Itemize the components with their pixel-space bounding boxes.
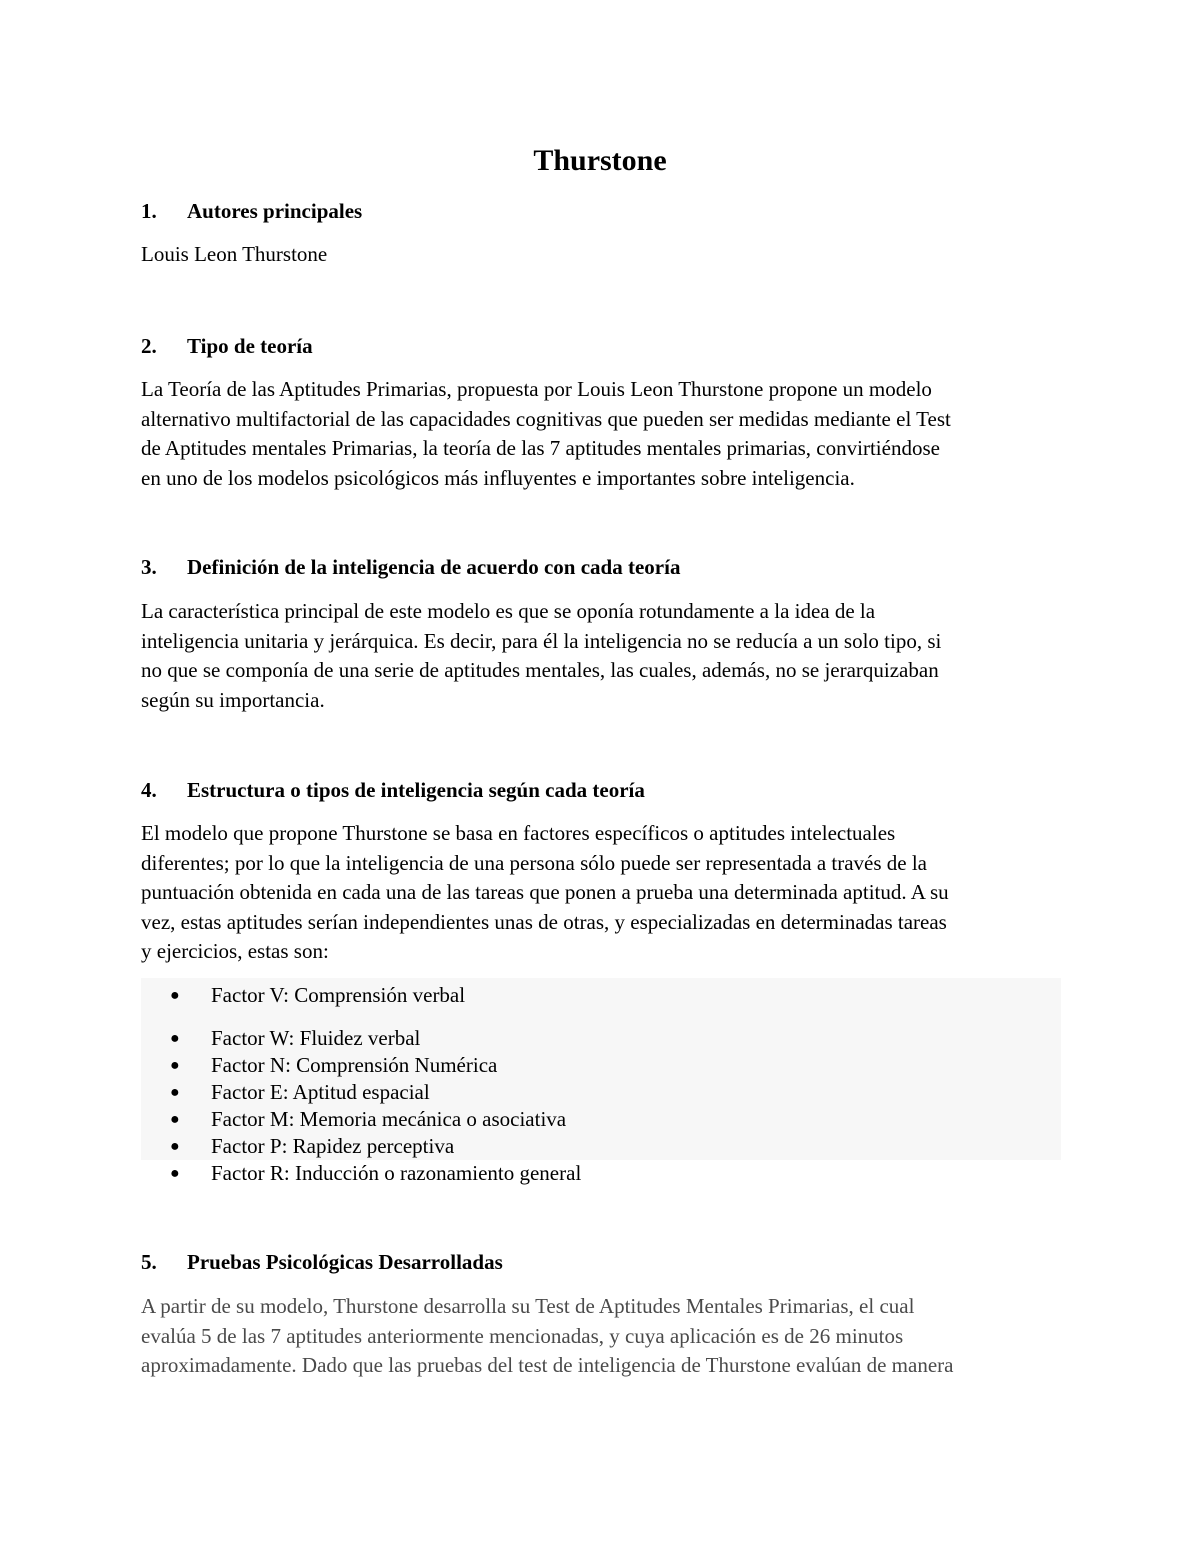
paragraph-line: no que se componía de una serie de aptitudes mentales, las cuales, además, no se jerarquizaban [141,658,939,682]
section-3-paragraph [141,597,1061,715]
factor-label: Factor W: Fluidez verbal [211,1026,421,1050]
section-number: 3. [141,555,157,579]
paragraph-line: aproximadamente. Dado que las pruebas del test de inteligencia de Thurstone evalúan de manera [141,1353,954,1377]
section-number: 4. [141,778,157,802]
factor-label: Factor N: Comprensión Numérica [211,1053,498,1077]
list-item [170,1079,430,1106]
paragraph-line: puntuación obtenida en cada una de las tareas que ponen a prueba una determinada aptitud. A su [141,880,949,904]
paragraph-line: vez, estas aptitudes serían independientes unas de otras, y especializadas en determinadas tareas [141,909,947,934]
section-3-heading [141,553,680,581]
bullet-icon: ● [170,1084,180,1101]
paragraph-line: diferentes; por lo que la inteligencia de una persona sólo puede ser representada a través de la [141,850,928,875]
section-2-paragraph [141,375,1061,493]
bullet-icon: ● [170,1111,180,1128]
section-5-heading [141,1248,503,1276]
paragraph-line: según su importancia. [141,687,325,712]
list-item [170,1025,420,1052]
paragraph-line: Louis Leon Thurstone [141,242,328,266]
paragraph-line: inteligencia unitaria y jerárquica. Es decir, para él la inteligencia no se reducía a un solo tipo, si [141,628,942,653]
section-1-paragraph [141,240,1061,270]
paragraph-line: La característica principal de este modelo es que se oponía rotundamente a la idea de la [141,599,876,623]
section-5-paragraph [141,1292,1061,1381]
paragraph-line: de Aptitudes mentales Primarias, la teoría de las 7 aptitudes mentales primarias, convirtiéndose [141,436,940,460]
document-title: Thurstone [533,144,667,177]
section-number: 2. [141,334,157,358]
bullet-icon: ● [170,1030,180,1047]
paragraph-line: y ejercicios, estas son: [141,939,329,963]
list-item [170,1133,454,1160]
paragraph-line: en uno de los modelos psicológicos más influyentes e importantes sobre inteligencia. [141,465,855,490]
section-2-heading [141,332,313,360]
paragraph-line: evalúa 5 de las 7 aptitudes anteriormente mencionadas, y cuya aplicación es de 26 minutos [141,1323,904,1348]
section-title: Estructura o tipos de inteligencia según cada teoría [187,778,645,802]
section-number: 5. [141,1250,157,1274]
paragraph-line: alternativo multifactorial de las capacidades cognitivas que pueden ser medidas mediante el Test [141,406,951,431]
factor-label: Factor V: Comprensión verbal [211,983,466,1007]
bullet-icon: ● [170,1057,180,1074]
factor-label: Factor M: Memoria mecánica o asociativa [211,1107,567,1131]
section-number: 1. [141,199,157,223]
paragraph-line: La Teoría de las Aptitudes Primarias, propuesta por Louis Leon Thurstone propone un modelo [141,377,932,401]
factor-label: Factor R: Inducción o razonamiento general [211,1161,582,1185]
section-4-heading [141,776,645,804]
list-item [170,1160,581,1187]
bullet-icon: ● [170,1165,180,1182]
section-title: Pruebas Psicológicas Desarrolladas [187,1250,503,1274]
list-item [170,982,465,1009]
section-title: Tipo de teoría [187,334,313,358]
paragraph-line: A partir de su modelo, Thurstone desarrolla su Test de Aptitudes Mentales Primarias, el cual [141,1294,915,1318]
bullet-icon: ● [170,987,180,1004]
section-1-heading [141,197,362,225]
section-4-paragraph [141,819,1061,967]
bullet-icon: ● [170,1138,180,1155]
factor-label: Factor E: Aptitud espacial [211,1080,430,1104]
list-item [170,1106,566,1133]
factor-label: Factor P: Rapidez perceptiva [211,1134,455,1158]
list-item [170,1052,497,1079]
section-title: Autores principales [187,199,363,223]
paragraph-line: El modelo que propone Thurstone se basa en factores específicos o aptitudes intelectuales [141,821,896,845]
section-title: Definición de la inteligencia de acuerdo con cada teoría [187,555,681,579]
